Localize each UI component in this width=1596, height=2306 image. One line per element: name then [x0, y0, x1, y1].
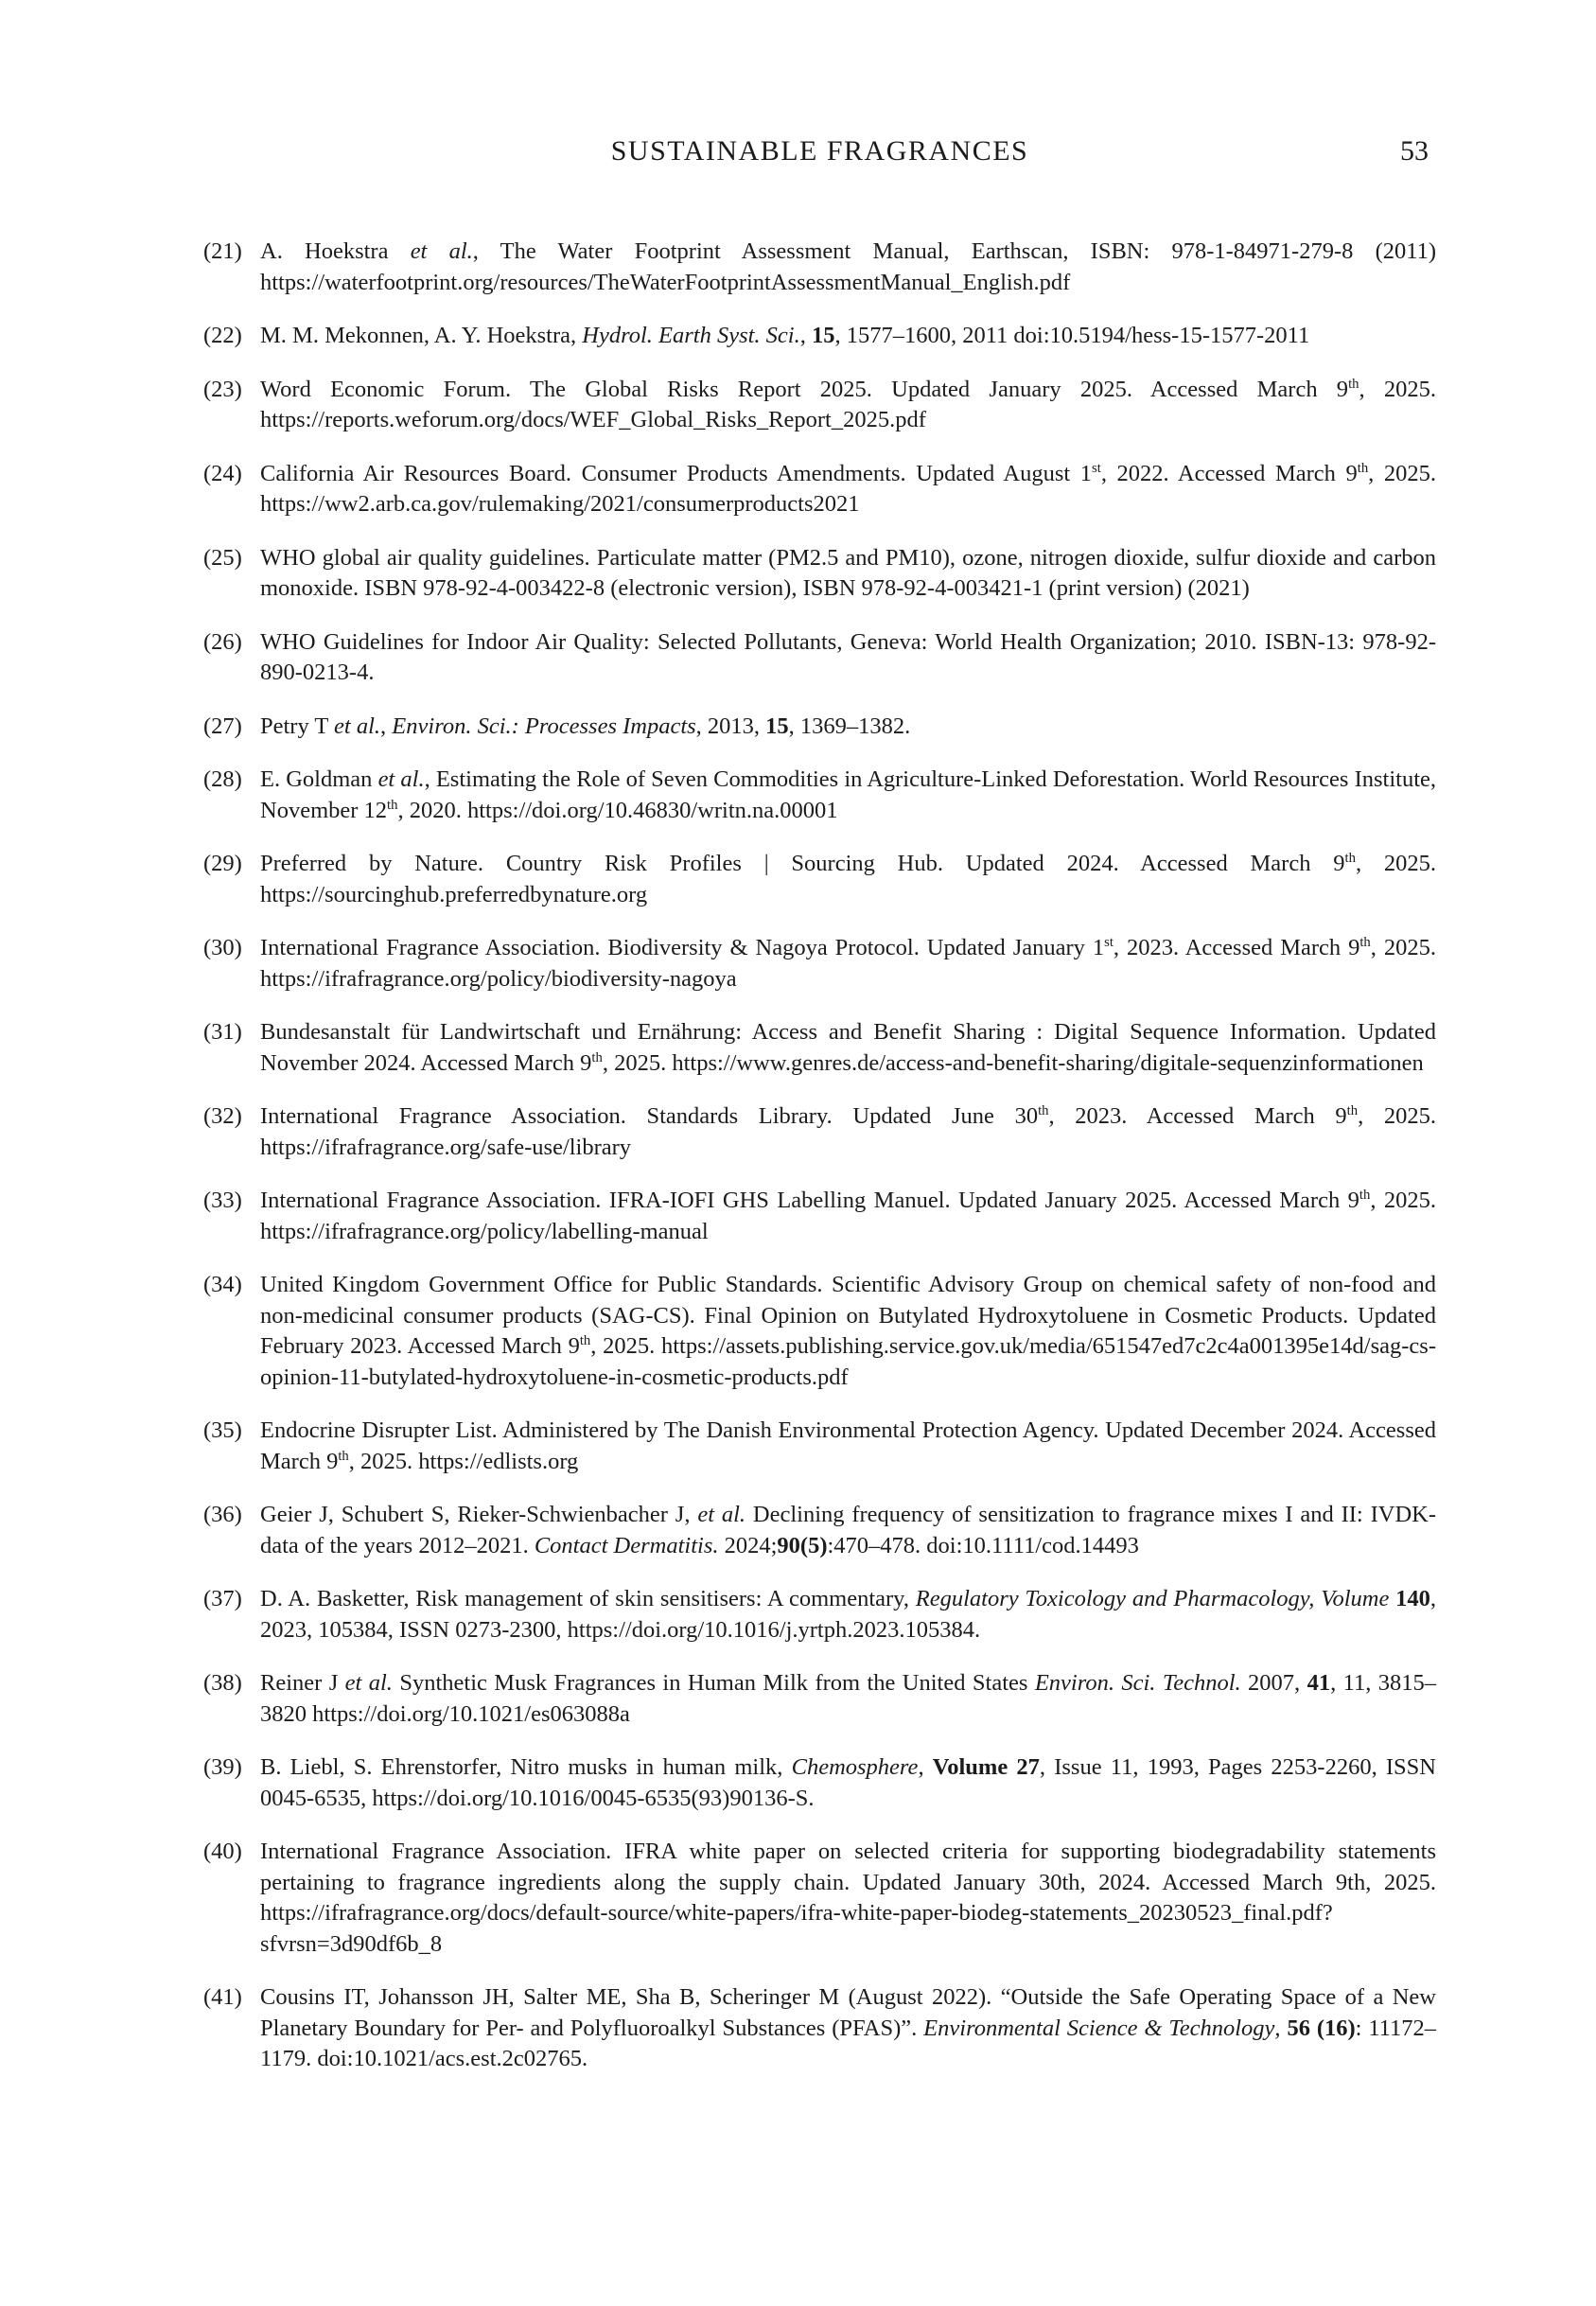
reference-number: (26) [203, 628, 242, 655]
reference-number: (27) [203, 713, 242, 739]
reference-text: International Fragrance Association. IFRA-IOFI GHS Labelling Manuel. Updated January 2025. Accessed March 9th, 2025. https://ifrafragrance.org/policy/labelling-manual [260, 1187, 1437, 1244]
reference-text: Reiner J et al. Synthetic Musk Fragrances in Human Milk from the United States Environ. Sci. Technol. 2007, 41, 11, 3815–3820 https://doi.org/10.1021/es063088a [260, 1670, 1436, 1727]
reference-number: (32) [203, 1103, 242, 1129]
reference-text: M. M. Mekonnen, A. Y. Hoekstra, Hydrol. Earth Syst. Sci., 15, 1577–1600, 2011 doi:10.5194/hess-15-1577-2011 [260, 323, 1310, 348]
reference-text: Word Economic Forum. The Global Risks Report 2025. Updated January 2025. Accessed March 9th, 2025. https://reports.weforum.org/docs/WEF_Global_Risks_Report_2025.pdf [260, 376, 1436, 432]
reference-item [203, 1186, 1436, 1247]
reference-item [203, 712, 1436, 743]
reference-number: (22) [203, 323, 242, 348]
reference-text: International Fragrance Association. Standards Library. Updated June 30th, 2023. Accessed March 9th, 2025. https://ifrafragrance.org/safe-use/library [260, 1102, 1436, 1160]
reference-number: (36) [203, 1502, 242, 1527]
reference-text: United Kingdom Government Office for Public Standards. Scientific Advisory Group on chemical safety of non-food and non-medicinal consumer products (SAG-CS). Final Opinion on Butylated Hydroxytoluene in Cosmetic Products. Updated February 2023. Accessed March 9th, 2025. https://assets.publishing.service.gov.uk/media/651547ed7c2c4a001395e14d/sag-cs-opinion-11-butylated-hydroxytoluene-in-cosmetic-products.pdf [260, 1272, 1436, 1390]
reference-text: Endocrine Disrupter List. Administered by The Danish Environmental Protection Agency. Updated December 2024. Accessed March 9th, 2025. https://edlists.org [260, 1417, 1436, 1474]
running-head-title: SUSTAINABLE FRAGRANCES [610, 135, 1029, 167]
reference-number: (34) [203, 1272, 242, 1297]
reference-item [203, 627, 1436, 689]
reference-text: Bundesanstalt für Landwirtschaft und Ernährung: Access and Benefit Sharing : Digital Sequence Information. Updated November 2024. Accessed March 9th, 2025. https://www.genres.de/access-and-benefit-sharing/digitale-sequenzinformationen [260, 1019, 1436, 1076]
reference-item [203, 1584, 1436, 1646]
reference-number: (21) [203, 238, 242, 264]
reference-item [203, 849, 1436, 910]
reference-number: (24) [203, 460, 242, 486]
reference-number: (39) [203, 1754, 242, 1780]
reference-item [203, 1101, 1436, 1163]
reference-number: (33) [203, 1188, 242, 1213]
reference-text: B. Liebl, S. Ehrenstorfer, Nitro musks in human milk, Chemosphere, Volume 27, Issue 11, 1993, Pages 2253-2260, ISSN 0045-6535, https://doi.org/10.1016/0045-6535(93)90136-S. [260, 1754, 1436, 1811]
reference-text: International Fragrance Association. IFRA white paper on selected criteria for supporting biodegradability statements pertaining to fragrance ingredients along the supply chain. Updated January 30th, 2024. Accessed March 9th, 2025. https://ifrafragrance.org/docs/default-source/white-papers/ifra-white-paper-biodeg-statements_20230523_final.pdf?sfvrsn=3d90df6b_8 [260, 1839, 1436, 1957]
reference-item [203, 1752, 1436, 1814]
reference-number: (35) [203, 1417, 242, 1443]
reference-text: WHO Guidelines for Indoor Air Quality: Selected Pollutants, Geneva: World Health Organization; 2010. ISBN-13: 978-92-890-0213-4. [260, 628, 1436, 685]
reference-text: Preferred by Nature. Country Risk Profiles | Sourcing Hub. Updated 2024. Accessed March 9th, 2025. https://sourcinghub.preferredbynature.org [260, 850, 1436, 907]
reference-number: (41) [203, 1984, 242, 2010]
reference-number: (40) [203, 1839, 242, 1864]
reference-text: E. Goldman et al., Estimating the Role of Seven Commodities in Agriculture-Linked Deforestation. World Resources Institute, November 12th, 2020. https://doi.org/10.46830/writn.na.00001 [260, 766, 1436, 823]
reference-text: A. Hoekstra et al., The Water Footprint Assessment Manual, Earthscan, ISBN: 978-1-84971-279-8 (2011) https://waterfootprint.org/resources/TheWaterFootprintAssessmentManual_English.pdf [260, 238, 1436, 295]
reference-item [203, 933, 1436, 995]
reference-number: (28) [203, 766, 242, 792]
reference-text: Geier J, Schubert S, Rieker-Schwienbacher J, et al. Declining frequency of sensitization to fragrance mixes I and II: IVDK-data of the years 2012–2021. Contact Dermatitis. 2024;90(5):470–478. doi:10.1111/cod.14493 [260, 1502, 1436, 1558]
reference-text: D. A. Basketter, Risk management of skin sensitisers: A commentary, Regulatory Toxicology and Pharmacology, Volume 140, 2023, 105384, ISSN 0273-2300, https://doi.org/10.1016/j.yrtph.2023.105384. [260, 1586, 1436, 1643]
reference-item [203, 543, 1436, 605]
reference-text: WHO global air quality guidelines. Particulate matter (PM2.5 and PM10), ozone, nitrogen dioxide, sulfur dioxide and carbon monoxide. ISBN 978-92-4-003422-8 (electronic version), ISBN 978-92-4-003421-1 (print version) (2021) [260, 544, 1436, 601]
reference-item [203, 321, 1436, 352]
reference-number: (31) [203, 1019, 242, 1045]
reference-number: (23) [203, 376, 242, 402]
reference-number: (37) [203, 1586, 242, 1611]
reference-number: (38) [203, 1670, 242, 1696]
reference-item [203, 1982, 1436, 2075]
reference-item [203, 1270, 1436, 1393]
reference-text: Cousins IT, Johansson JH, Salter ME, Sha B, Scheringer M (August 2022). “Outside the Safe Operating Space of a New Planetary Boundary for Per- and Polyfluoroalkyl Substances (PFAS)”. Environmental Science & Technology, 56 (16): 11172–1179. doi:10.1021/acs.est.2c02765. [260, 1984, 1437, 2071]
reference-text: California Air Resources Board. Consumer Products Amendments. Updated August 1st, 2022. Accessed March 9th, 2025. https://ww2.arb.ca.gov/rulemaking/2021/consumerproducts2021 [260, 460, 1436, 517]
reference-text: Petry T et al., Environ. Sci.: Processes Impacts, 2013, 15, 1369–1382. [260, 713, 911, 739]
reference-number: (25) [203, 544, 242, 571]
reference-item [203, 1837, 1436, 1960]
reference-item [203, 1416, 1436, 1477]
reference-item [203, 765, 1436, 826]
reference-item [203, 1017, 1436, 1079]
reference-item [203, 237, 1436, 298]
reference-item [203, 459, 1436, 520]
reference-item [203, 1500, 1436, 1561]
page-header [203, 134, 1436, 168]
reference-item [203, 1668, 1436, 1730]
reference-list [203, 237, 1436, 2075]
reference-item [203, 375, 1436, 436]
reference-number: (30) [203, 935, 242, 960]
reference-text: International Fragrance Association. Biodiversity & Nagoya Protocol. Updated January 1st, 2023. Accessed March 9th, 2025. https://ifrafragrance.org/policy/biodiversity-nagoya [260, 934, 1436, 992]
page-number: 53 [1400, 135, 1429, 167]
reference-number: (29) [203, 851, 242, 876]
